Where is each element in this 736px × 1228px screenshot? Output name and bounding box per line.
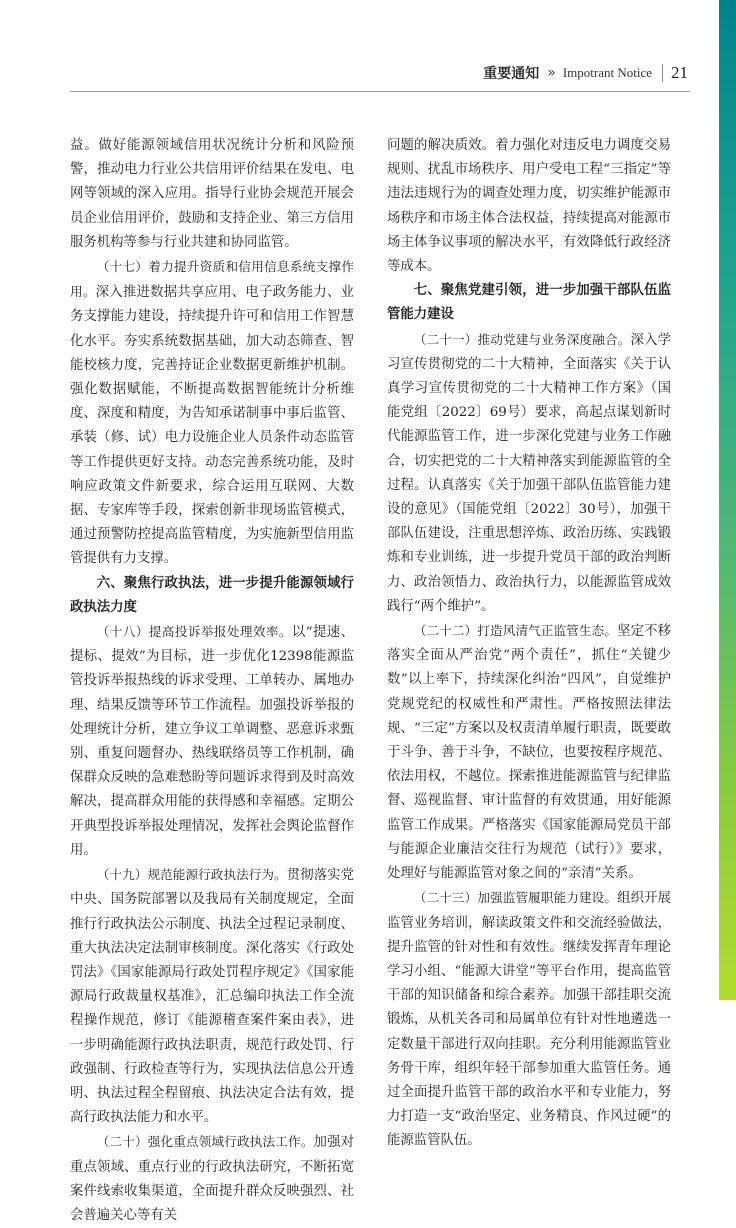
left-column: [70, 134, 354, 1228]
section-heading: 六、聚焦行政执法，进一步提升能源领域行政执法力度: [70, 575, 354, 615]
paragraph: [387, 886, 671, 1153]
section-title-en: Impotrant Notice: [562, 65, 652, 80]
paragraph: [70, 255, 354, 572]
paragraph-body: 加强对重点领域、重点行业的行政执法研究，不断拓宽案件线索收集渠道，全面提升群众反映强烈、社会普遍关心等有关: [70, 1135, 355, 1223]
paragraph: 问题的解决质效。着力强化对违反电力调度交易规则、扰乱市场秩序、用户受电工程“三指定”等违法违规行为的调查处理力度，切实维护能源市场秩序和市场主体合法权益，持续提高对能源市场主体争议事项的解决水平，有效降低行政经济等成本。: [387, 138, 671, 275]
paragraph-body: 组织开展监管业务培训，解读政策文件和交流经验做法，提升监管的针对性和有效性。继续发挥青年理论学习小组、“能源大讲堂”等平台作用，提高监管干部的知识储备和综合素养。加强干部挂职交流锻炼，从机关各司和局属单位有针对性地遴选一定数量干部进行双向挂职。充分利用能源监管业务骨干库，组织年轻干部参加重大监管任务。通过全面提升监管干部的政治水平和专业能力，努力打造一支“政治坚定、业务精良、作风过硬”的能源监管队伍。: [387, 891, 672, 1149]
paragraph: [387, 328, 671, 619]
paragraph: [70, 1130, 354, 1228]
page-header: [483, 62, 688, 84]
subheading: （二十）强化重点领域行政执法工作。: [96, 1134, 314, 1150]
paragraph: [70, 620, 354, 863]
right-column: [387, 134, 671, 1154]
page-number: 21: [662, 64, 688, 82]
paragraph-body: 深入学习宣传贯彻党的二十大精神，全面落实《关于认真学习宣传贯彻党的二十大精神工作方案》（国能党组〔2022〕69号）要求，高起点谋划新时代能源监管工作，进一步深化党建与业务工作融合，切实把党的二十大精神落实到能源监管的全过程。认真落实《关于加强干部队伍监管能力建设的意见》（国能党组〔2022〕30号），加强干部队伍建设，注重思想淬炼、政治历练、实践锻炼和专业训练，进一步提升党员干部的政治判断力、政治领悟力、政治执行力，以能源监管成效践行“两个维护”。: [387, 332, 672, 614]
paragraph-body: 深入推进数据共享应用、电子政务能力、业务支撑能力建设，持续提升许可和信用工作智慧化水平。夯实系统数据基础，加大动态筛查、智能校核力度，完善持证企业数据更新维护机制。强化数据赋能，不断提高数据智能统计分析维度、深度和精度，为告知承诺制事中事后监管、承装（修、试）电力设施企业人员条件动态监管等工作提供更好支持。动态完善系统功能，及时响应政策文件新要求，综合运用互联网、大数据、专家库等手段，探索创新非现场监管模式，通过预警防控提高监管精度，为实施新型信用监管提供有力支撑。: [70, 285, 355, 567]
paragraph-body: 坚定不移落实全面从严治党“两个责任”，抓住“关键少数”以上率下，持续深化纠治“四风”，自觉维护党规党纪的权威性和严肃性。严格按照法律法规、“三定”方案以及权责清单履行职责，既要敢于斗争、善于斗争，不缺位，也要按程序规范、依法用权，不越位。探索推进能源监管与纪律监督、巡视监督、审计监督的有效贯通，用好能源监管工作成果。严格落实《国家能源局党员干部与能源企业廉洁交往行为规范（试行）》要求，处理好与能源监管对象之间的“亲清”关系。: [387, 624, 672, 882]
paragraph: [70, 863, 354, 1130]
paragraph: 益。做好能源领域信用状况统计分析和风险预警，推动电力行业公共信用评价结果在发电、电网等领域的深入应用。指导行业协会规范开展会员企业信用评价，鼓励和支持企业、第三方信用服务机构等参与行业共建和协同监管。: [70, 138, 354, 250]
subheading: （二十二）打造风清气正监管生态。: [413, 623, 618, 639]
subheading: （十九）规范能源行政执法行为。: [96, 867, 287, 883]
paragraph: [387, 619, 671, 886]
section-heading: 七、聚焦党建引领，进一步加强干部队伍监管能力建设: [387, 283, 671, 323]
decorative-gradient-bar: [719, 0, 736, 1000]
subheading: （十八）提高投诉举报处理效率。: [96, 624, 292, 640]
double-chevron-icon: »: [547, 65, 553, 81]
subheading: （二十一）推动党建与业务深度融合。: [413, 331, 631, 347]
subheading: （二十三）加强监管履职能力建设。: [413, 890, 618, 906]
header-divider: [70, 91, 690, 92]
subheading: （十七）着力提升资质和信用信息系统支撑作用。: [70, 259, 354, 300]
paragraph-body: 以“提速、提标、提效”为目标，进一步优化12398能源监管投诉举报热线的诉求受理、工单转办、属地办理、结果反馈等环节工作流程。加强投诉举报的处理统计分析，建立争议工单调整、恶意诉求甄别、重复问题督办、热线联络员等工作机制，确保群众反映的急难愁盼等问题诉求得到及时高效解决，提高群众用能的获得感和幸福感。定期公开典型投诉举报处理情况，发挥社会舆论监督作用。: [70, 625, 354, 858]
paragraph-body: 贯彻落实党中央、国务院部署以及我局有关制度规定，全面推行行政执法公示制度、执法全过程记录制度、重大执法决定法制审核制度。深化落实《行政处罚法》《国家能源局行政处罚程序规定》《国家能源局行政裁量权基准》，汇总编印执法工作全流程操作规范，修订《能源稽查案件案由表》，进一步明确能源行政执法职责，规范行政处罚、行政强制、行政检查等行为，实现执法信息公开透明、执法过程全程留痕、执法决定合法有效，提高行政执法能力和水平。: [70, 868, 355, 1126]
section-title-cn: 重要通知: [483, 66, 540, 82]
